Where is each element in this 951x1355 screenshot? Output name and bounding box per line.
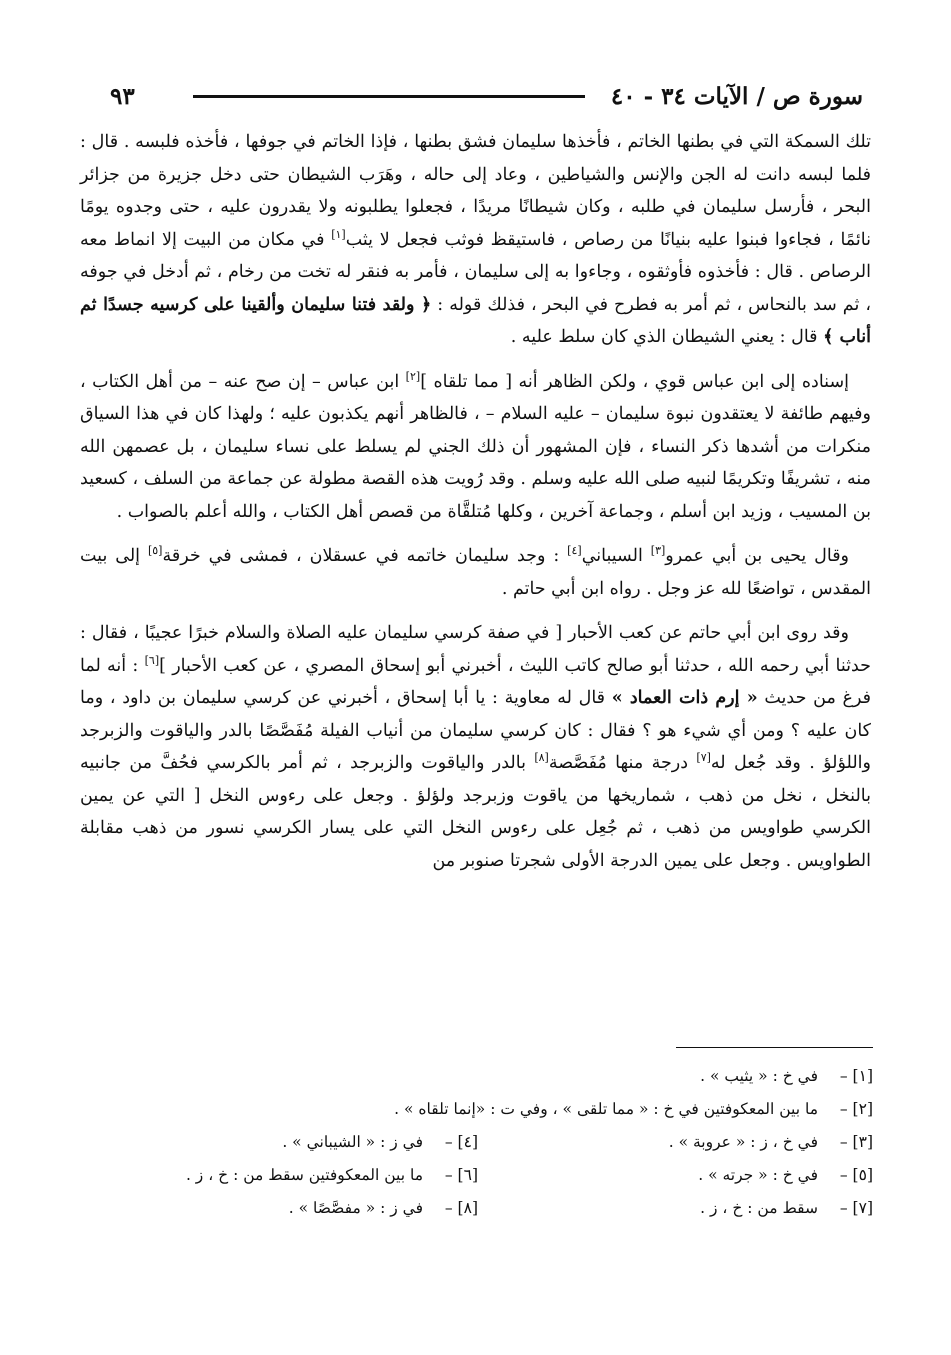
text-run: وقد روى ابن أبي حاتم عن كعب الأحبار [ في صفة كرسي سليمان عليه الصلاة والسلام خبرًا عجيبًا ، فقال : حدثنا أبي رحمه الله ، حدثنا أبو صالح كاتب الليث ، أخبرني أبو إسحاق المصري ، عن كعب الأحبار ] bbox=[80, 623, 871, 676]
page-number: ٩٣ bbox=[110, 82, 135, 110]
header-rule bbox=[193, 95, 585, 98]
text-run: وقال يحيى بن أبي عمرو bbox=[665, 546, 850, 566]
footnote-1 bbox=[700, 1060, 873, 1093]
text-run: إلى بيت المقدس ، تواضعًا لله عز وجل . رواه ابن أبي حاتم . bbox=[80, 546, 871, 599]
footnote-5 bbox=[478, 1159, 873, 1192]
footnote-row bbox=[80, 1192, 873, 1225]
text-run: قال : يعني الشيطان الذي كان سلط عليه . bbox=[510, 327, 824, 347]
footnote-2 bbox=[394, 1093, 873, 1126]
footnote-3 bbox=[478, 1126, 873, 1159]
paragraph-3 bbox=[80, 540, 871, 605]
footnote-number: [١] – bbox=[839, 1067, 873, 1085]
footnote-7 bbox=[478, 1192, 873, 1225]
footnote-row bbox=[80, 1093, 873, 1126]
text-run: ابن عباس – إن صح عنه – من أهل الكتاب ، وفيهم طائفة لا يعتقدون نبوة سليمان – عليه السلام – ، فالظاهر أنهم يكذبون عليه ؛ ولهذا كان في هذا السياق منكرات من أشدها ذكر النساء ، فإن المشهور أن ذلك الجني لم يسلط على نساء سليمان ، بل عصمهن الله منه ، تشريفًا وتكريمًا لنبيه صلى الله عليه وسلم . وقد رُويت هذه القصة مطولة عن جماعة من السلف ، كسعيد بن المسيب ، وزيد ابن أسلم ، وجماعة آخرين ، وكلها مُتلقَّاة من قصص أهل الكتاب ، والله أعلم بالصواب . bbox=[80, 371, 871, 522]
text-run: إسناده إلى ابن عباس قوي ، ولكن الظاهر أنه [ مما تلقاه ] bbox=[420, 371, 849, 392]
footnote-ref-5: [٥] bbox=[147, 544, 163, 558]
paragraph-1 bbox=[80, 126, 871, 354]
footnote-ref-4: [٤] bbox=[567, 544, 582, 558]
footnote-number: [٦] – bbox=[444, 1166, 478, 1184]
footnote-text: في خ : « يثيب » . bbox=[700, 1067, 818, 1085]
footnote-row bbox=[80, 1126, 873, 1159]
footnote-text: سقط من : خ ، ز . bbox=[700, 1199, 818, 1217]
footnote-text: في خ ، ز : « عروبة » . bbox=[668, 1133, 818, 1151]
footnote-number: [٢] – bbox=[839, 1100, 873, 1118]
footnote-number: [٤] – bbox=[444, 1133, 478, 1151]
footnote-number: [٧] – bbox=[839, 1199, 873, 1217]
footnote-row bbox=[80, 1159, 873, 1192]
footnote-8 bbox=[289, 1192, 478, 1225]
footnote-text: ما بين المعكوفتين سقط من : خ ، ز . bbox=[185, 1166, 423, 1184]
footnote-text: في خ : « جرته » . bbox=[698, 1166, 818, 1184]
text-run: تلك السمكة التي في بطنها الخاتم ، فأخذها سليمان فشق بطنها ، فإذا الخاتم في جوفها ، فأخذه فلبسه . قال : فلما لبسه دانت له الجن والإنس والشياطين ، وعاد إلى حاله ، وهَرَب الشيطان حتى دخل جزيرة من جزائر البحر ، فأرسل سليمان في طلبه ، وكان شيطانًا مريدًا ، فجعلوا يطلبونه ولا يقدرون عليه ، حتى وجدوه يومًا نائمًا ، فجاءوا فبنوا عليه بنيانًا من رصاص ، فاستيقظ فوثب فجعل لا يثب bbox=[80, 132, 871, 250]
footnote-text: ما بين المعكوفتين في خ : « مما تلقى » ، وفي ت : «إنما تلقاه » . bbox=[394, 1100, 818, 1118]
text-run: بالدر والياقوت والزبرجد ، ثم أمر بالكرسي فحُفَّ من جانبيه بالنخل ، نخل من ذهب ، شماريخها من ياقوت وزبرجد ولؤلؤ . وجعل على رءوس النخل [ التي عن يمين الكرسي طواويس من ذهب ، ثم جُعِل على رءوس النخل التي على يسار الكرسي نسور من ذهب مقابلة الطواويس . وجعل على يمين الدرجة الأولى شجرتا صنوبر من bbox=[80, 753, 871, 871]
text-run: في مكان من البيت إلا انماط معه الرصاص . قال : فأخذوه فأوثقوه ، وجاءوا به إلى سليمان ، فأمر به فنقر له تخت من رخام ، ثم أدخل في جوفه ، ثم سد بالنحاس ، ثم أمر به فطرح في البحر ، فذلك قوله : bbox=[80, 229, 871, 315]
text-run: درجة منها مُفَصَّصة bbox=[548, 753, 697, 773]
paragraph-2 bbox=[80, 366, 871, 529]
footnote-number: [٨] – bbox=[444, 1199, 478, 1217]
footnote-ref-8: [٨] bbox=[534, 751, 549, 765]
footnote-text: في ز : « مفصَّصًا » . bbox=[288, 1199, 423, 1217]
footnotes bbox=[80, 1060, 873, 1225]
text-run: : أنه لما فرغ من حديث bbox=[80, 655, 871, 708]
footnote-ref-6: [٦] bbox=[144, 653, 160, 667]
header-title: سورة ص / الآيات ٣٤ - ٤٠ bbox=[610, 82, 863, 110]
footnote-number: [٣] – bbox=[839, 1133, 873, 1151]
footnote-number: [٥] – bbox=[839, 1166, 873, 1184]
footnote-text: في ز : « الشيباني » . bbox=[282, 1133, 423, 1151]
running-header bbox=[110, 76, 863, 116]
footnote-6 bbox=[186, 1159, 478, 1192]
quran-verse: ﴿ ولقد فتنا سليمان وألقينا على كرسيه جسدًا ثم أناب ﴾ bbox=[80, 294, 871, 347]
footnote-ref-2: [٢] bbox=[405, 369, 421, 383]
footnote-4 bbox=[282, 1126, 478, 1159]
hadith-title: « إرم ذات العماد » bbox=[611, 688, 758, 708]
body-text bbox=[80, 126, 871, 889]
paragraph-4 bbox=[80, 617, 871, 877]
footnote-ref-7: [٧] bbox=[696, 751, 711, 765]
footnote-ref-1: [١] bbox=[331, 227, 346, 241]
text-run: السيباني bbox=[581, 546, 651, 566]
footnote-separator bbox=[676, 1047, 873, 1048]
footnote-ref-3: [٣] bbox=[650, 544, 666, 558]
text-run: قال له معاوية : يا أبا إسحاق ، أخبرني عن كرسي سليمان بن داود ، وما كان عليه ؟ ومن أي شيء هو ؟ فقال : كان كرسي سليمان من أنياب الفيلة مُفَصَّصًا بالدر والياقوت والزبرجد واللؤلؤ . وقد جُعل له bbox=[80, 688, 871, 773]
text-run: : وجد سليمان خاتمه في عسقلان ، فمشى في خرقة bbox=[162, 546, 568, 566]
footnote-row bbox=[80, 1060, 873, 1093]
